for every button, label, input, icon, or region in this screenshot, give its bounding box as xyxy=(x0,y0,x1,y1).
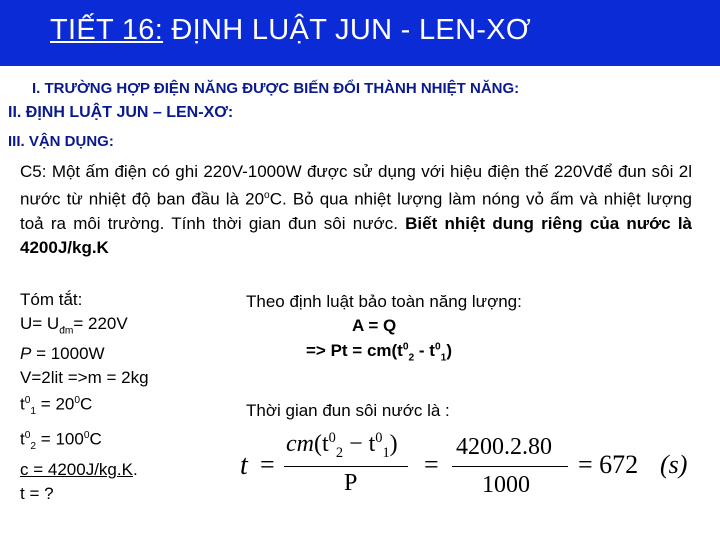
summary-unknown: t = ? xyxy=(20,483,54,503)
problem-label: C5 xyxy=(20,162,42,181)
formula-numerator-2: 4200.2.80 xyxy=(456,434,552,460)
section-1-heading: I. TRƯỜNG HỢP ĐIỆN NĂNG ĐƯỢC BIẾN ĐỔI THÀNH NHIỆT NĂNG: xyxy=(32,80,520,97)
formula-lhs: t xyxy=(240,450,248,481)
summary-t1: $t^0_1 = 20^0C$ xyxy=(20,395,93,418)
summary-specific-heat: c = 4200J/kg.K. xyxy=(20,460,138,480)
problem-text-c: Biết nhiệt dung riêng của nước là 4200J/kg.K xyxy=(20,213,693,257)
formula-fraction-bar-2 xyxy=(452,466,568,467)
lesson-number: TIẾT 16: xyxy=(50,14,164,46)
formula-denominator-1: P xyxy=(344,470,358,496)
summary-voltage: $U= U_{đm}= 220V$ xyxy=(20,313,128,336)
title-bar xyxy=(0,0,720,66)
formula-unit: (s) xyxy=(660,450,688,479)
formula-equals-1: = xyxy=(260,450,275,479)
slide-title xyxy=(50,14,531,47)
energy-equation: A = Q xyxy=(352,316,397,335)
problem-statement xyxy=(20,160,692,260)
section-3-heading: III. VẬN DỤNG: xyxy=(8,133,114,150)
time-formula xyxy=(238,428,708,504)
heat-equation: => $Pt = cm(t^0_2 - t^0_1)$ xyxy=(306,341,452,364)
summary-power: P = 1000W xyxy=(20,344,105,364)
formula-numerator-1: $cm(t^0_2 - t^0_1)$ xyxy=(286,430,398,461)
degree-mark: o xyxy=(264,190,270,201)
problem-text-b: C. Bỏ qua nhiệt lượng làm nóng vỏ ấm và nhiệt lượng toả ra môi trường. Tính thời gian đun sôi nước. xyxy=(20,189,692,233)
summary-title: Tóm tắt: xyxy=(20,290,83,309)
section-2-heading: II. ĐỊNH LUẬT JUN – LEN-XƠ: xyxy=(8,104,234,121)
conservation-law-text: Theo định luật bảo toàn năng lượng: xyxy=(246,292,522,311)
formula-equals-2: = xyxy=(424,450,439,479)
problem-text-a: : Một ấm điện có ghi 220V-1000W được sử dụng với hiệu điện thế 220Vđể đun sôi 2l nước từ nhiệt độ ban đầu là 20 xyxy=(20,162,692,209)
formula-fraction-bar-1 xyxy=(284,466,408,467)
formula-result: = 672 xyxy=(578,450,639,479)
summary-t2: $t^0_2 = 100^0C$ xyxy=(20,429,102,452)
time-question-text: Thời gian đun sôi nước là : xyxy=(246,401,450,420)
summary-block xyxy=(20,288,149,505)
lesson-topic: ĐỊNH LUẬT JUN - LEN-XƠ xyxy=(163,14,532,46)
summary-volume: V=2lit =>m = 2kg xyxy=(20,367,149,387)
formula-denominator-2: 1000 xyxy=(482,472,530,498)
